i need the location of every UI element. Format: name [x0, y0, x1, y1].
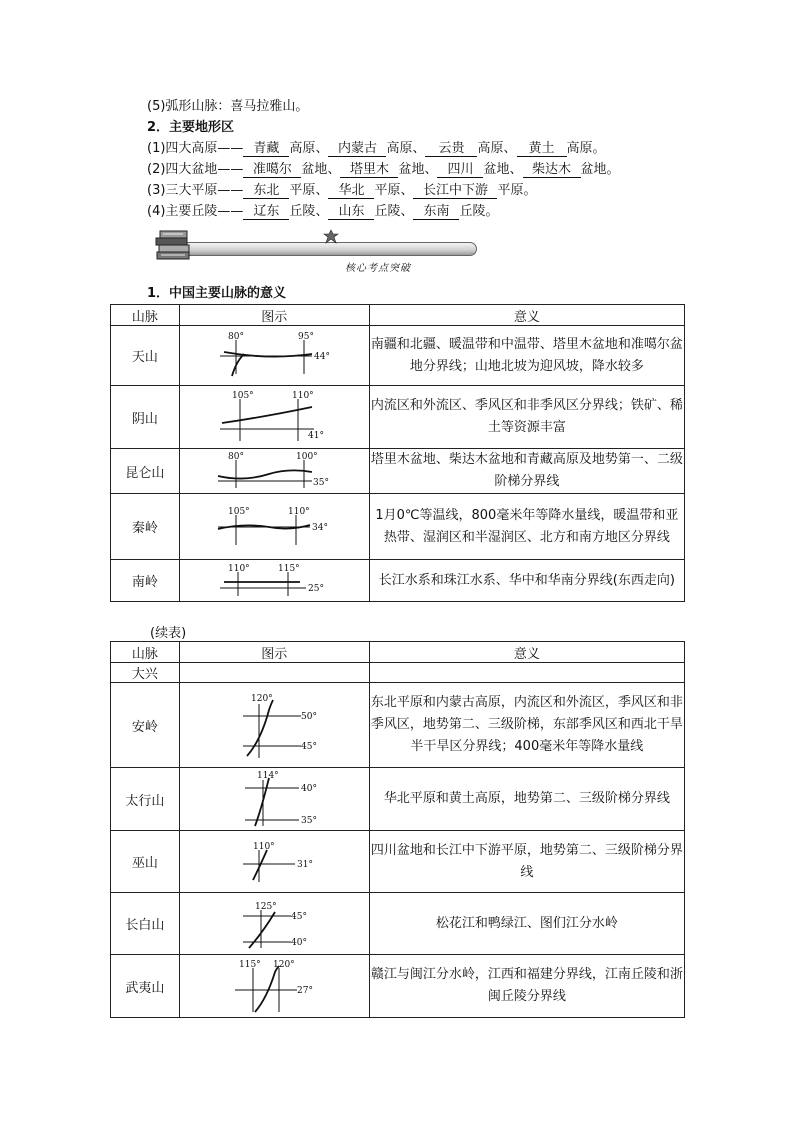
wuyishan-sketch	[229, 958, 319, 1014]
table-row	[111, 768, 685, 831]
lat-label: 50°	[301, 712, 318, 722]
section1-title: 1．中国主要山脉的意义	[147, 286, 287, 301]
kunlunshan-sketch	[214, 452, 334, 490]
mountain-name: 昆仑山	[111, 449, 180, 494]
section-banner	[155, 226, 455, 272]
tianshan-sketch	[214, 332, 334, 380]
lon-label: 125°	[255, 901, 277, 912]
figure-cell	[179, 831, 369, 893]
meaning-text: 长江水系和珠江水系、华中和华南分界线(东西走向)	[369, 560, 684, 602]
lon-label: 110°	[288, 506, 310, 517]
lat-label: 27°	[297, 986, 314, 996]
table-row	[111, 831, 685, 893]
lon-label: 80°	[228, 331, 245, 342]
meaning-text: 塔里木盆地、柴达木盆地和青藏高原及地势第一、二级阶梯分界线	[369, 449, 684, 494]
lon-label: 115°	[278, 563, 300, 574]
figure-cell	[179, 683, 369, 768]
figure-cell	[179, 326, 369, 386]
basins-line: (2)四大盆地—— 准噶尔 盆地、 塔里木 盆地、 四川 盆地、 柴达木 盆地。	[147, 162, 620, 177]
mountain-name: 安岭	[111, 683, 180, 768]
blank-answer: 黄土	[517, 141, 567, 157]
table-row	[111, 494, 685, 560]
mountain-name-prefix: 大兴	[111, 663, 180, 683]
blank-answer: 准噶尔	[243, 162, 301, 178]
lat-label: 35°	[301, 816, 318, 826]
mountain-name: 巫山	[111, 831, 180, 893]
figure-cell	[179, 449, 369, 494]
taihangshan-sketch	[229, 770, 319, 828]
meaning-text: 南疆和北疆、暖温带和中温带、塔里木盆地和准噶尔盆地分界线；山地北坡为迎风坡，降水较多	[369, 326, 684, 386]
mountains-table-2	[110, 641, 685, 1018]
blank-answer: 云贵	[425, 141, 477, 157]
figure-cell	[179, 560, 369, 602]
table-header-row	[111, 642, 685, 663]
table-row	[111, 386, 685, 449]
mountain-name: 阴山	[111, 386, 180, 449]
plains-line: (3)三大平原—— 东北 平原、 华北 平原、 长江中下游 平原。	[147, 183, 537, 198]
header-figure: 图示	[179, 642, 369, 663]
blank-answer: 山东	[328, 204, 374, 220]
plateaus-line: (1)四大高原—— 青藏 高原、 内蒙古 高原、 云贵 高原、 黄土 高原。	[147, 141, 606, 156]
figure-cell	[179, 494, 369, 560]
mountain-name: 天山	[111, 326, 180, 386]
yinshan-sketch	[214, 391, 334, 443]
table-header-row	[111, 305, 685, 326]
changbaishan-sketch	[229, 898, 319, 950]
mountain-name: 长白山	[111, 893, 180, 955]
mountains-table-1	[110, 304, 685, 602]
wushan-sketch	[229, 840, 319, 884]
meaning-text: 松花江和鸭绿江、图们江分水岭	[369, 893, 684, 955]
nanling-sketch	[214, 564, 334, 598]
mountain-name: 太行山	[111, 768, 180, 831]
lat-label: 45°	[301, 742, 318, 752]
lon-label: 120°	[273, 960, 295, 970]
mountain-name: 南岭	[111, 560, 180, 602]
lon-label: 95°	[298, 331, 315, 342]
header-meaning: 意义	[369, 305, 684, 326]
meaning-text: 内流区和外流区、季风区和非季风区分界线；铁矿、稀土等资源丰富	[369, 386, 684, 449]
lon-label: 110°	[292, 391, 314, 401]
lat-label: 44°	[314, 351, 331, 362]
table-row	[111, 663, 685, 683]
lon-label: 100°	[296, 452, 318, 462]
blank-answer: 柴达木	[523, 162, 581, 178]
mountain-name: 秦岭	[111, 494, 180, 560]
lat-label: 40°	[301, 784, 318, 794]
lon-label: 105°	[228, 506, 250, 517]
header-meaning: 意义	[369, 642, 684, 663]
table-row	[111, 326, 685, 386]
lon-label: 110°	[228, 563, 250, 574]
blank-answer: 辽东	[243, 204, 289, 220]
lon-label: 105°	[232, 391, 254, 401]
lat-label: 40°	[291, 937, 308, 948]
continued-label: (续表)	[150, 626, 187, 641]
blank-answer: 东北	[243, 183, 289, 199]
blank-answer: 华北	[328, 183, 374, 199]
figure-cell	[179, 955, 369, 1018]
meaning-text: 1月0℃等温线，800毫米年等降水量线，暖温带和亚热带、湿润区和半湿润区、北方和南方地区分界线	[369, 494, 684, 560]
figure-cell	[179, 768, 369, 831]
meaning-text: 赣江与闽江分水岭，江西和福建分界线，江南丘陵和浙闽丘陵分界线	[369, 955, 684, 1018]
lon-label: 80°	[228, 452, 245, 462]
meaning-text: 东北平原和内蒙古高原，内流区和外流区，季风区和非季风区，地势第二、三级阶梯，东部季风区和西北干旱半干旱区分界线；400毫米年等降水量线	[369, 683, 684, 768]
lon-label: 120°	[251, 694, 273, 704]
table-row	[111, 449, 685, 494]
blank-answer: 青藏	[243, 141, 289, 157]
figure-cell	[179, 386, 369, 449]
section2-title: 2．主要地形区	[147, 120, 235, 135]
lon-label: 114°	[257, 771, 279, 781]
lat-label: 25°	[308, 583, 325, 594]
table-row	[111, 560, 685, 602]
item5-text: (5)弧形山脉：喜马拉雅山。	[147, 99, 309, 114]
table-row	[111, 955, 685, 1018]
qinling-sketch	[214, 507, 334, 547]
table-row	[111, 893, 685, 955]
meaning-text: 四川盆地和长江中下游平原，地势第二、三级阶梯分界线	[369, 831, 684, 893]
lat-label: 34°	[312, 522, 329, 533]
mountain-name: 武夷山	[111, 955, 180, 1018]
lat-label: 45°	[291, 911, 308, 922]
figure-cell	[179, 893, 369, 955]
banner-caption: 核心考点突破	[345, 263, 411, 274]
blank-answer: 四川	[437, 162, 483, 178]
blank-answer: 内蒙古	[328, 141, 386, 157]
lat-label: 31°	[297, 859, 314, 870]
lat-label: 41°	[308, 431, 325, 441]
blank-answer: 东南	[413, 204, 459, 220]
header-figure: 图示	[179, 305, 369, 326]
blank-answer: 长江中下游	[413, 183, 497, 199]
header-mountain: 山脉	[111, 305, 180, 326]
plateaus-prefix: (1)四大高原——	[147, 141, 244, 156]
lon-label: 115°	[239, 960, 261, 970]
lat-label: 35°	[313, 478, 330, 488]
leaf-icon	[323, 229, 339, 245]
header-mountain: 山脉	[111, 642, 180, 663]
books-icon	[155, 226, 191, 266]
daxinganling-sketch	[229, 690, 319, 760]
table-row	[111, 683, 685, 768]
meaning-text: 华北平原和黄土高原，地势第二、三级阶梯分界线	[369, 768, 684, 831]
blank-answer: 塔里木	[340, 162, 398, 178]
lon-label: 110°	[253, 841, 275, 852]
hills-line: (4)主要丘陵—— 辽东 丘陵、 山东 丘陵、 东南 丘陵。	[147, 204, 499, 219]
